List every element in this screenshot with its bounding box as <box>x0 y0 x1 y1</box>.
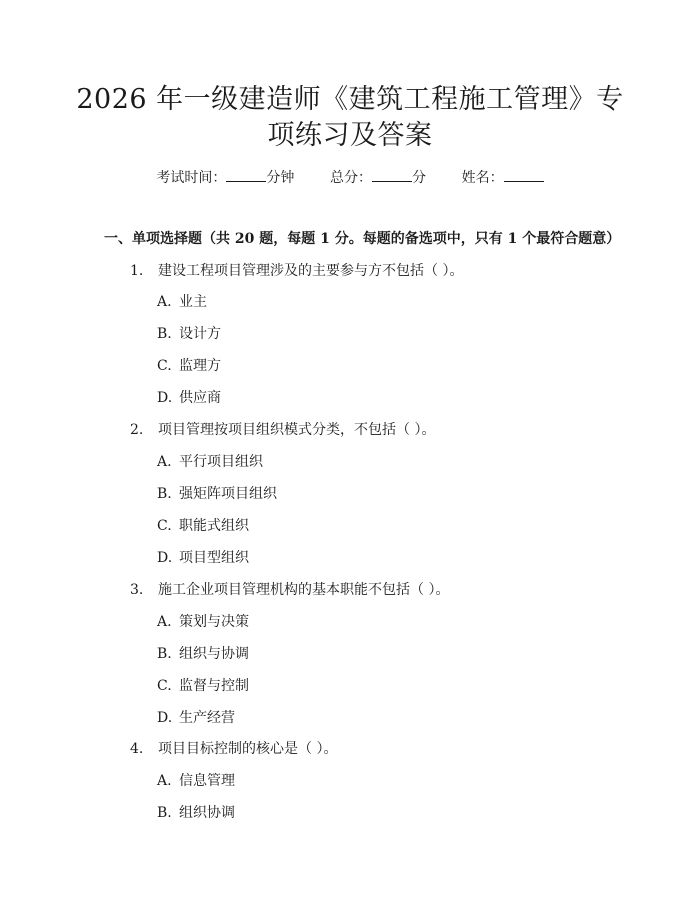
option-text: 项目型组织 <box>179 550 249 566</box>
option-letter: A. <box>157 773 172 789</box>
option-text: 业主 <box>179 294 207 310</box>
document-title-line-2: 项练习及答案 <box>267 120 433 151</box>
option-letter: C. <box>157 678 172 694</box>
option-letter: B. <box>157 805 172 821</box>
option-text: 监督与控制 <box>179 678 249 694</box>
option-item <box>157 803 235 823</box>
option-item <box>157 676 249 696</box>
option-text: 策划与决策 <box>179 614 249 630</box>
option-item <box>157 484 277 504</box>
option-item <box>157 612 249 632</box>
total-score-blank <box>372 167 412 182</box>
exam-time-unit: 分钟 <box>266 170 295 186</box>
question-number: 2. <box>130 422 144 438</box>
option-item <box>157 324 221 344</box>
name-blank <box>504 167 544 182</box>
option-text: 生产经营 <box>179 710 235 726</box>
option-letter: D. <box>157 390 173 406</box>
question-item <box>130 580 449 600</box>
option-text: 强矩阵项目组织 <box>179 486 277 502</box>
option-item <box>157 452 263 472</box>
option-item <box>157 708 235 728</box>
option-text: 组织与协调 <box>179 646 249 662</box>
option-letter: B. <box>157 486 172 502</box>
option-letter: C. <box>157 518 172 534</box>
option-item <box>157 644 249 664</box>
option-letter: A. <box>157 294 172 310</box>
option-text: 信息管理 <box>179 773 235 789</box>
option-item <box>157 388 221 408</box>
question-number: 3. <box>130 582 144 598</box>
option-item <box>157 516 249 536</box>
option-letter: D. <box>157 710 173 726</box>
question-text: 项目目标控制的核心是（ ）。 <box>158 741 338 757</box>
option-text: 设计方 <box>179 326 221 342</box>
total-score-label: 总分： <box>330 170 372 186</box>
document-title-line-1: 2026 年一级建造师《建筑工程施工管理》专 <box>76 84 624 115</box>
option-item <box>157 356 221 376</box>
option-text: 平行项目组织 <box>179 454 263 470</box>
name-label: 姓名： <box>461 170 504 186</box>
exam-info <box>0 167 700 188</box>
exam-time-blank <box>226 167 266 182</box>
question-number: 1. <box>130 263 144 279</box>
question-item <box>130 739 337 759</box>
total-score-unit: 分 <box>412 170 426 186</box>
section-heading: 一、单项选择题（共 20 题，每题 1 分。每题的备选项中，只有 1 个最符合题意） <box>104 231 621 247</box>
option-letter: B. <box>157 326 172 342</box>
question-item <box>130 261 463 281</box>
option-text: 职能式组织 <box>179 518 249 534</box>
option-letter: B. <box>157 646 172 662</box>
option-item <box>157 292 207 312</box>
exam-time-label: 考试时间： <box>156 170 227 186</box>
option-text: 监理方 <box>179 358 221 374</box>
option-letter: A. <box>157 454 172 470</box>
question-item <box>130 420 435 440</box>
option-item <box>157 548 249 568</box>
question-text: 施工企业项目管理机构的基本职能不包括（ ）。 <box>158 582 450 598</box>
question-text: 建设工程项目管理涉及的主要参与方不包括（ ）。 <box>158 263 464 279</box>
option-item <box>157 771 235 791</box>
option-letter: A. <box>157 614 172 630</box>
question-number: 4. <box>130 741 144 757</box>
question-text: 项目管理按项目组织模式分类，不包括（ ）。 <box>158 422 436 438</box>
option-text: 组织协调 <box>179 805 235 821</box>
option-text: 供应商 <box>179 390 221 406</box>
option-letter: D. <box>157 550 173 566</box>
option-letter: C. <box>157 358 172 374</box>
